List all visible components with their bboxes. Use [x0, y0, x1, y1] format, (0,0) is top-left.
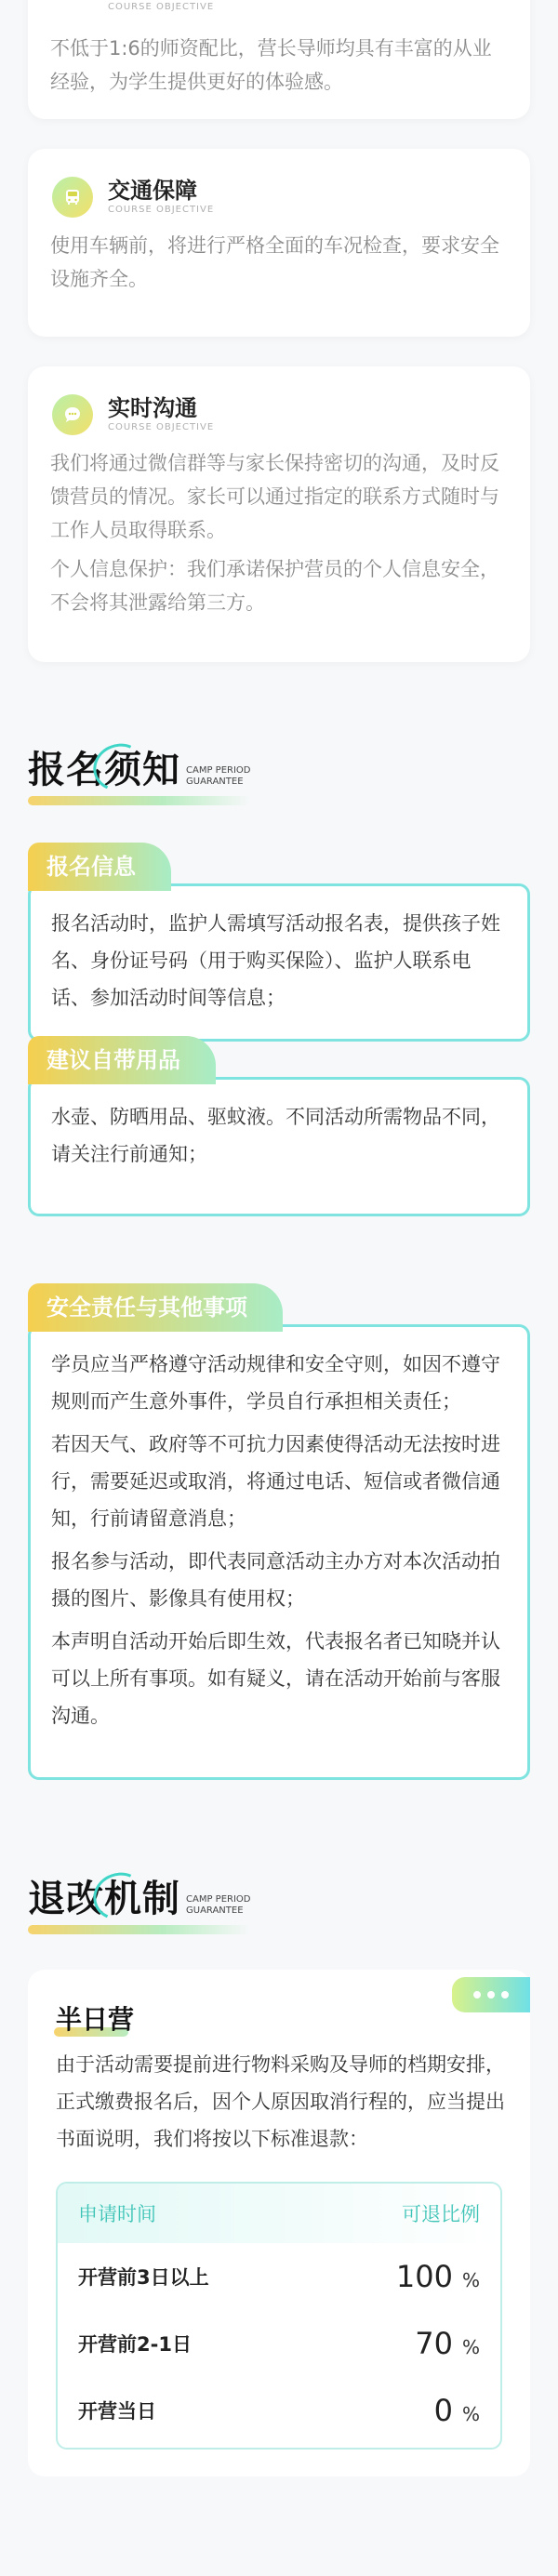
section-heading: 退改机制 — [28, 1869, 180, 1922]
refund-description: 由于活动需要提前进行物料采购及导师的档期安排，正式缴费报名后，因个人原因取消行程的，应当提出书面说明，我们将按以下标准退款： — [56, 2053, 505, 2150]
refund-section-title — [28, 1869, 250, 1922]
row-label: 开营前2-1日 — [78, 2333, 192, 2356]
notice-text: 本声明自活动开始后即生效，代表报名者已知晓并认可以上所有事项。如有疑义，请在活动开始前与客服沟通。 — [51, 1630, 500, 1727]
notice-content — [28, 1077, 530, 1216]
notice-registration-info — [28, 843, 530, 1042]
feature-card-teachers — [28, 0, 530, 119]
notice-tag: 建议自带用品 — [28, 1036, 216, 1084]
notice-safety — [28, 1283, 530, 1780]
feature-text: 我们将通过微信群等与家长保持密切的沟通，及时反馈营员的情况。家长可以通过指定的联系方式随时与工作人员取得联系。 — [50, 452, 499, 541]
row-value: 100 — [395, 2259, 453, 2294]
feature-subtitle: COURSE OBJECTIVE — [108, 205, 215, 215]
notice-suggested-items — [28, 1036, 530, 1216]
table-header — [58, 2184, 500, 2243]
row-label: 开营前3日以上 — [78, 2266, 209, 2289]
notice-text: 报名参与活动，即代表同意活动主办方对本次活动拍摄的图片、影像具有使用权； — [51, 1550, 500, 1610]
feature-card-communication — [28, 366, 530, 662]
feature-text: 使用车辆前，将进行严格全面的车况检查，要求安全设施齐全。 — [50, 234, 499, 290]
row-unit: % — [461, 2269, 480, 2291]
feature-title: 实时沟通 — [108, 395, 197, 421]
feature-text: 个人信息保护：我们承诺保护营员的个人信息安全，不会将其泄露给第三方。 — [50, 558, 499, 614]
notice-content — [28, 883, 530, 1042]
row-unit: % — [461, 2336, 480, 2358]
section-heading-underline — [28, 1925, 251, 1934]
section-heading-underline — [28, 796, 251, 805]
notice-tag: 报名信息 — [28, 843, 171, 891]
feature-text: 不低于1:6的师资配比，营长导师均具有丰富的从业经验，为学生提供更好的体验感。 — [50, 37, 492, 93]
chat-bubble-icon — [52, 394, 93, 435]
refund-card — [28, 1970, 530, 2476]
row-unit: % — [461, 2403, 480, 2425]
refund-card-title: 半日营 — [56, 2004, 135, 2035]
registration-section-title — [28, 740, 250, 793]
notice-text: 学员应当严格遵守活动规律和安全守则，如因不遵守规则而产生意外事件，学员自行承担相关责任； — [51, 1353, 500, 1413]
more-button[interactable] — [452, 1977, 530, 2012]
section-heading: 报名须知 — [28, 740, 180, 793]
notice-tag: 安全责任与其他事项 — [28, 1283, 283, 1332]
feature-subtitle: COURSE OBJECTIVE — [108, 2, 215, 12]
notice-text: 报名活动时，监护人需填写活动报名表，提供孩子姓名、身份证号码（用于购买保险）、监护人联系电话、参加活动时间等信息； — [51, 912, 500, 1009]
feature-title: 交通保障 — [108, 178, 197, 204]
row-value: 70 — [415, 2326, 453, 2361]
row-label: 开营当日 — [78, 2400, 156, 2423]
row-value: 0 — [433, 2393, 453, 2428]
feature-subtitle: COURSE OBJECTIVE — [108, 422, 215, 432]
table-row — [58, 2377, 500, 2444]
table-header-time: 申请时间 — [78, 2203, 156, 2225]
feature-card-transport — [28, 149, 530, 337]
refund-table — [56, 2182, 502, 2450]
table-row — [58, 2243, 500, 2310]
notice-content — [28, 1324, 530, 1780]
section-heading-en: CAMP PERIOD GUARANTEE — [186, 1894, 251, 1916]
section-heading-en: CAMP PERIOD GUARANTEE — [186, 765, 251, 787]
notice-text: 水壶、防晒用品、驱蚊液。不同活动所需物品不同，请关注行前通知； — [51, 1106, 500, 1165]
bus-icon — [52, 177, 93, 218]
notice-text: 若因天气、政府等不可抗力因素使得活动无法按时进行，需要延迟或取消，将通过电话、短信或者微信通知，行前请留意消息； — [51, 1433, 500, 1530]
table-header-ratio: 可退比例 — [402, 2203, 480, 2225]
table-row — [58, 2310, 500, 2377]
